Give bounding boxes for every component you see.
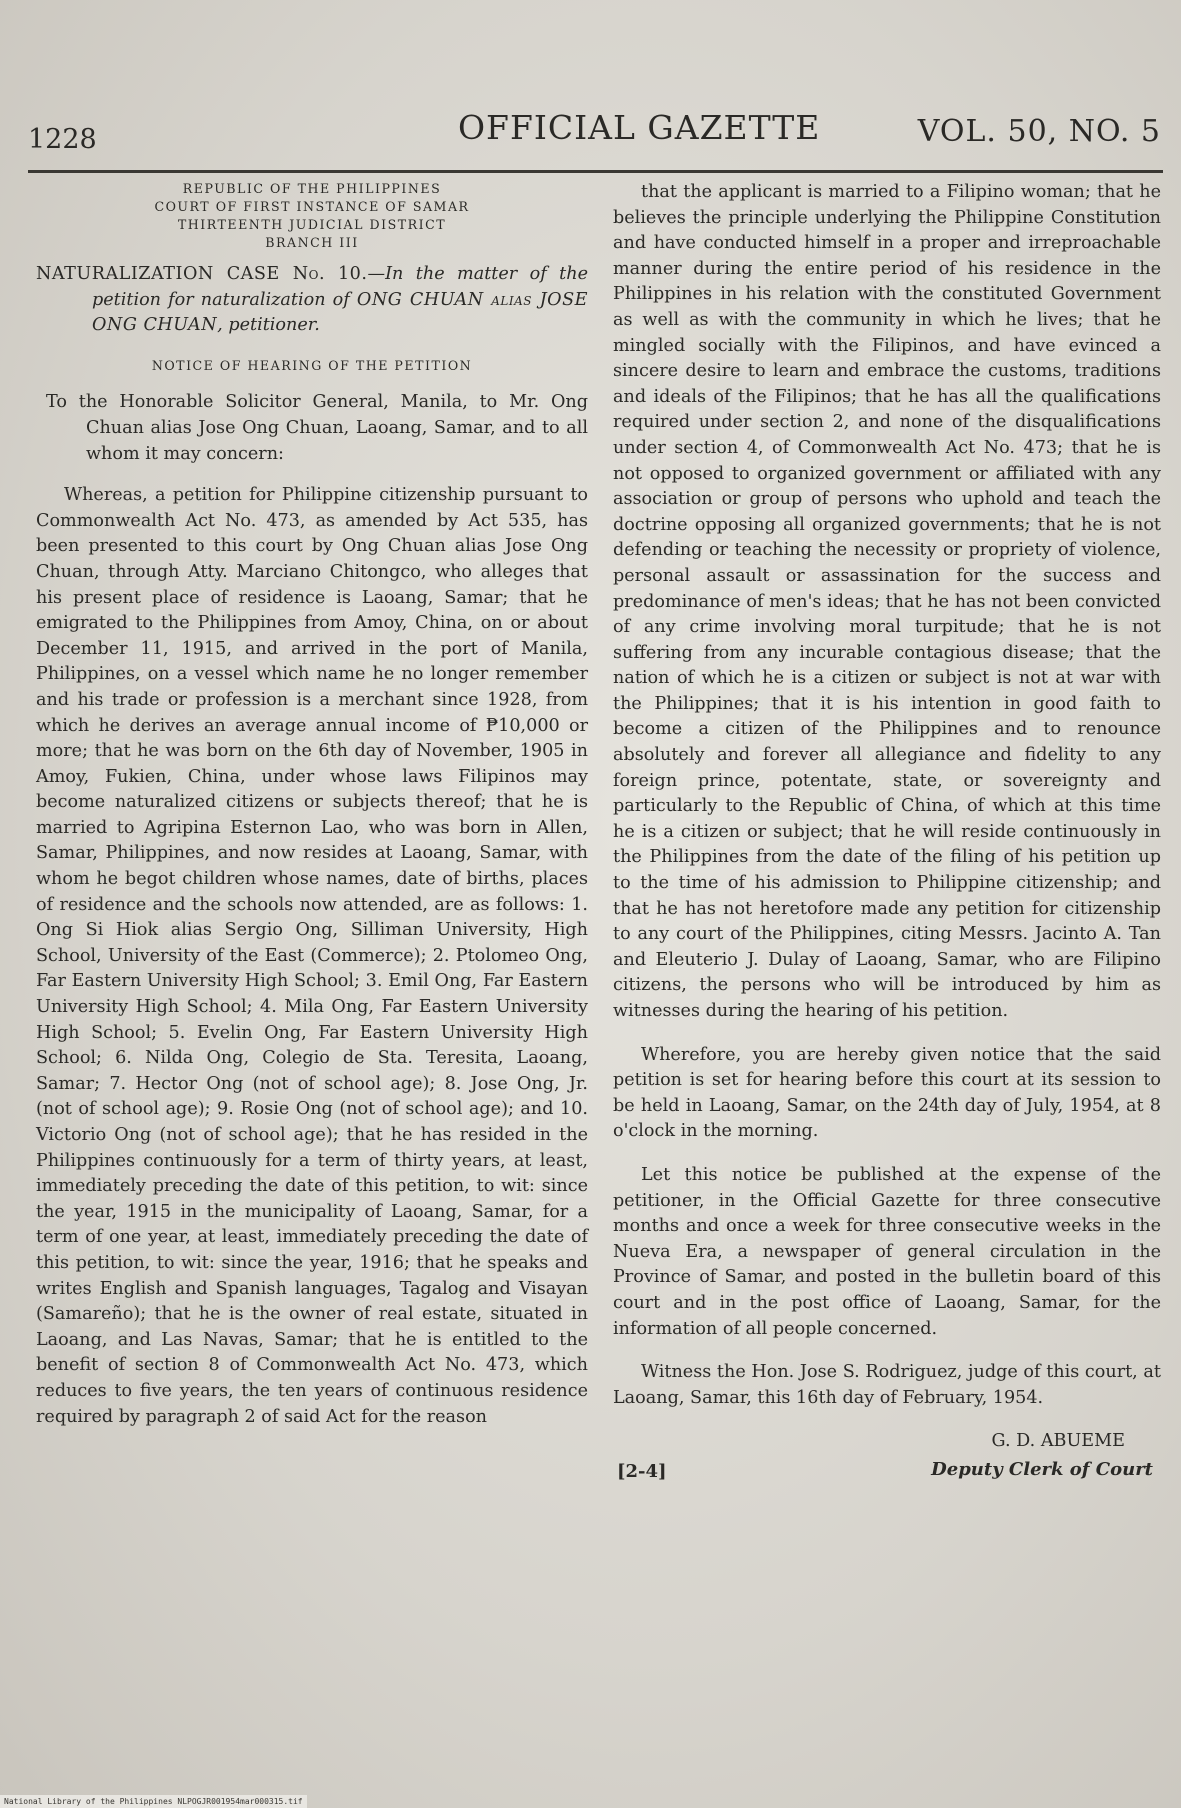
caption-line: REPUBLIC OF THE PHILIPPINES — [182, 181, 442, 196]
volume-number: VOL. 50, NO. 5 — [917, 114, 1161, 149]
scan-footer: National Library of the Philippines NLPOGJR001954mar000315.tif — [0, 1795, 307, 1808]
witness-paragraph: Witness the Hon. Jose S. Rodriguez, judge of this court, at Laoang, Samar, this 16th day of February, 1954. — [613, 1362, 1161, 1408]
page-number: 1228 — [28, 124, 97, 155]
left-column — [36, 180, 588, 1448]
caption-line: BRANCH III — [265, 235, 359, 250]
right-column — [613, 180, 1161, 1493]
header-rule — [28, 170, 1163, 173]
caption-line: COURT OF FIRST INSTANCE OF SAMAR — [154, 199, 470, 214]
petitioner-suffix: , petitioner. — [217, 315, 320, 336]
issue-reference: [2-4] — [617, 1461, 667, 1483]
court-caption — [36, 180, 588, 252]
petition-body: Whereas, a petition for Philippine citizenship pursuant to Commonwealth Act No. 473, as amended by Act 535, has been presented to this court by Ong Chuan alias Jose Ong Chuan, through Atty. Marciano Chitongco, who alleges that his present place of residence is Laoang, Samar; that he emigrated to the Philippines from Amoy, China, on or about December 11, 1915, and arrived in the port of Manila, Philippines, on a vessel which name he no longer remember and his trade or profession is a merchant since 1928, from which he derives an average annual income of ₱10,000 or more; that he was born on the 6th day of November, 1905 in Amoy, Fukien, China, under whose laws Filipinos may become naturalized citizens or subjects thereof; that he is married to Agripina Esternon Lao, who was born in Allen, Samar, Philippines, and now resides at Laoang, Samar, with whom he begot children whose names, date of births, places of residence and the schools now attended, are as follows: 1. Ong Si Hiok alias Sergio Ong, Silliman University, High School, University of the East (Commerce); 2. Ptolomeo Ong, Far Eastern University High School; 3. Emil Ong, Far Eastern University High School; 4. Mila Ong, Far Eastern University High School; 5. Evelin Ong, Far Eastern University High School; 6. Nilda Ong, Colegio de Sta. Teresita, Laoang, Samar; 7. Hector Ong (not of school age); 8. Jose Ong, Jr. (not of school age); 9. Rosie Ong (not of school age); and 10. Victorio Ong (not of school age); that he has resided in the Philippines continuously for a term of thirty years, at least, immediately preceding the date of this petition, to wit: since the year, 1915 in the municipality of Laoang, Samar, for a term of one year, at least, immediately preceding the date of this petition, to wit: since the year, 1916; that he speaks and writes English and Spanish languages, Tagalog and Visayan (Samareño); that he is the owner of real estate, situated in Laoang, and Las Navas, Samar; that he is entitled to the benefit of section 8 of Commonwealth Act No. 473, which reduces to five years, the ten years of continuous residence required by paragraph 2 of said Act for the reason — [36, 485, 588, 1427]
signature-block — [613, 1429, 1161, 1493]
gazette-title: OFFICIAL GAZETTE — [458, 108, 821, 147]
case-matter: —In the matter of the petition for naturalization of — [92, 264, 588, 310]
publication-paragraph: Let this notice be published at the expense of the petitioner, in the Official Gazette for three consecutive months and once a week for three consecutive weeks in the Nueva Era, a newspaper of general circulation in the Province of Samar, and posted in the bulletin board of this court and in the post office of Laoang, Samar, for the information of all people concerned. — [613, 1164, 1161, 1339]
signatory-name: G. D. ABUEME — [991, 1431, 1125, 1452]
page-header — [28, 100, 1161, 160]
petitioner-name: ONG CHUAN alias JOSE ONG CHUAN — [92, 289, 588, 336]
wherefore-paragraph: Wherefore, you are hereby given notice that the said petition is set for hearing before this court at its session to be held in Laoang, Samar, on the 24th day of July, 1954, at 8 o'clock in the morning. — [613, 1044, 1161, 1142]
caption-line: THIRTEENTH JUDICIAL DISTRICT — [177, 217, 447, 232]
notice-heading: NOTICE OF HEARING OF THE PETITION — [151, 357, 473, 373]
case-label: NATURALIZATION CASE No. 10. — [36, 264, 368, 284]
notice-address: To the Honorable Solicitor General, Manila, to Mr. Ong Chuan alias Jose Ong Chuan, Laoang, Samar, and to all whom it may concern: — [46, 392, 588, 464]
petition-body-continued: that the applicant is married to a Filipino woman; that he believes the principle underlying the Philippine Constitution and have conducted himself in a proper and irreproachable manner during the entire period of his residence in the Philippines in his relation with the constituted Government as well as with the community in which he lives; that he mingled socially with the Filipinos, and have evinced a sincere desire to learn and embrace the customs, traditions and ideals of the Filipinos; that he has all the qualifications required under section 2, and none of the disqualifications under section 4, of Commonwealth Act No. 473; that he is not opposed to organized government or affiliated with any association or group of persons who uphold and teach the doctrine opposing all organized governments; that he is not defending or teaching the necessity or propriety of violence, personal assault or assassination for the success and predominance of men's ideas; that he has not been convicted of any crime involving moral turpitude; that he is not suffering from any incurable contagious disease; that the nation of which he is a citizen or subject is not at war with the Philippines; that it is his intention in good faith to become a citizen of the Philippines and to renounce absolutely and forever all allegiance and fidelity to any foreign prince, potentate, state, or sovereignty and particularly to the Republic of China, of which at this time he is a citizen or subject; that he will reside continuously in the Philippines from the date of the filing of his petition up to the time of his admission to Philippine citizenship; and that he has not heretofore made any petition for citizenship to any court of the Philippines, citing Messrs. Jacinto A. Tan and Eleuterio J. Dulay of Laoang, Samar, who are Filipino citizens, the persons who will be introduced by him as witnesses during the hearing of his petition. — [613, 182, 1161, 1021]
signatory-title: Deputy Clerk of Court — [931, 1459, 1153, 1481]
case-title — [36, 262, 588, 339]
